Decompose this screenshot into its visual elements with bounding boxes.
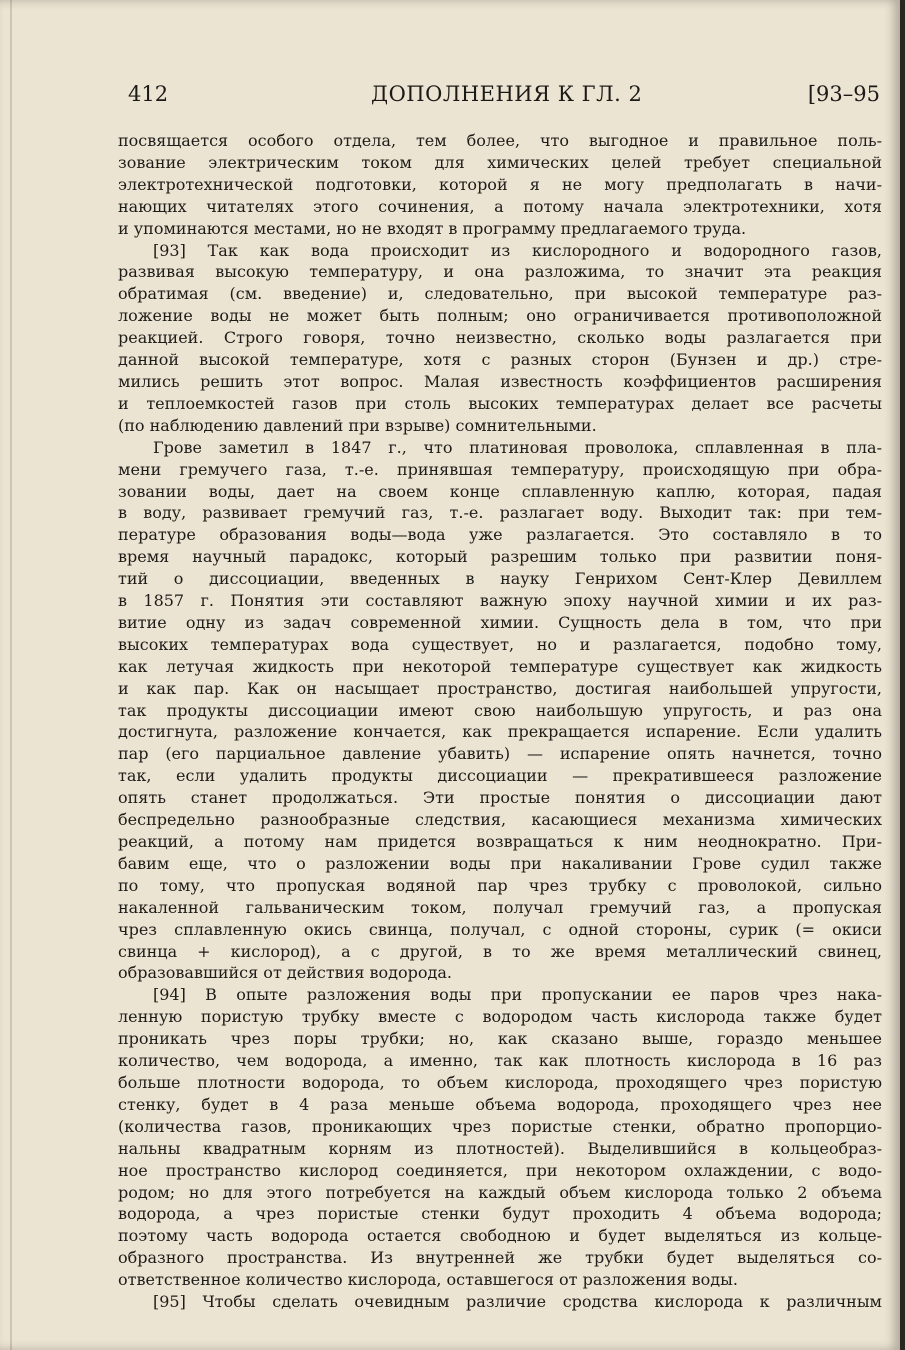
page-number: 412 [128,82,169,106]
text-line: посвящается особого отдела, тем более, что выгодное и правильное поль- [118,131,882,150]
text-line: беспредельно разнообразные следствия, касающиеся механизма химических [118,810,882,830]
text-line: бавим еще, что о разложении воды при накаливании Грове судил также [118,853,882,873]
text-line: свинца + кислород), а с другой, в то же время металлический свинец, [118,941,882,961]
text-line: реакций, а потому нам придется возвращаться к ним неоднократно. При- [118,832,882,851]
text-line: ложение воды не может быть полным; оно ограничивается противоположной [118,306,882,326]
text-line: обратимая (см. введение) и, следовательно, при высокой температуре раз- [118,284,882,304]
text-line: ленную пористую трубку вместе с водородом часть кислорода также будет [118,1007,882,1027]
text-line: ное пространство кислород соединяется, при некотором охлаждении, с водо- [118,1160,882,1180]
text-line: опять станет продолжаться. Эти простые понятия о диссоциации дают [118,788,882,808]
text-line: проникать чрез поры трубки; но, как сказано выше, гораздо меньшее [118,1029,882,1049]
text-line: больше плотности водорода, то объем кислорода, проходящего чрез пористую [118,1072,882,1092]
text-line: электротехнической подготовки, которой я не могу предполагать в начи- [118,174,882,194]
paragraph-94 [118,984,882,1291]
text-line: пературе образования воды—вода уже разлагается. Это составляло в то [118,525,882,545]
text-line: образного пространства. Из внутренней же трубки будет выделяться со- [118,1248,882,1268]
text-line: мились решить этот вопрос. Малая известность коэффициентов расширения [118,371,882,391]
running-header [128,82,880,112]
text-line: водорода, а чрез пористые стенки будут проходить 4 объема водорода; [118,1204,882,1224]
text-line: и упоминаются местами, но не входят в программу предлагаемого труда. [118,218,747,238]
text-line: так, если удалить продукты диссоциации — прекратившееся разложение [118,766,882,786]
text-line: нальны квадратным корням из плотностей). Выделившийся в кольцеобраз- [118,1138,882,1158]
text-line: (количества газов, проникающих чрез пористые стенки, обратно пропорцио- [118,1116,882,1136]
text-line: [94] В опыте разложения воды при пропускании ее паров чрез нака- [153,985,882,1005]
text-line: и теплоемкостей газов при столь высоких температурах делает все расчеты [118,393,882,413]
paragraph-grove [118,437,882,985]
text-line: как летучая жидкость при некоторой температуре существует как жидкость [118,656,882,676]
text-line: так продукты диссоциации имеют свою наибольшую упругость, и раз она [118,700,882,720]
text-line: время научный парадокс, который разрешим только при развитии поня- [118,547,882,567]
text-line: [93] Так как вода происходит из кислородного и водородного газов, [153,240,882,260]
page-fold-line [10,0,12,1350]
text-line: поэтому часть водорода остается свободною и будет выделяться из кольце- [118,1226,882,1246]
text-line: по тому, что пропуская водяной пар чрез трубку с проволокой, сильно [118,875,882,895]
text-line: родом; но для этого потребуется на каждый объем кислорода только 2 объема [118,1182,882,1202]
text-line: пар (его парциальное давление убавить) — испарение опять начнется, точно [118,744,882,764]
text-line: [95] Чтобы сделать очевидным различие сродства кислорода к различным [153,1292,882,1312]
text-line: мени гремучего газа, т.-е. принявшая температуру, происходящую при обра- [118,459,882,479]
text-line: стенку, будет в 4 раза меньше объема водорода, проходящего чрез нее [118,1094,882,1114]
text-line: накаленной гальваническим током, получал гремучий газ, а пропуская [118,897,882,917]
text-line: в воду, развивает гремучий газ, т.-е. разлагает воду. Выходит так: при тем- [118,503,882,523]
text-line: и как пар. Как он насыщает пространство, достигая наибольшей упругости, [118,678,882,698]
text-line: чрез сплавленную окись свинца, получал, с одной стороны, сурик (= окиси [118,919,882,939]
text-line: тий о диссоциации, введенных в науку Генрихом Сент-Клер Девиллем [118,569,882,589]
text-line: количество, чем водорода, а именно, так как плотность кислорода в 16 раз [118,1051,882,1071]
text-line: ответственное количество кислорода, оставшегося от разложения воды. [118,1270,738,1290]
paragraph-93 [118,240,882,437]
text-line: в 1857 г. Понятия эти составляют важную эпоху научной химии и их раз- [118,591,882,611]
text-line: зование электрическим током для химических целей требует специальной [118,152,882,172]
text-line: образовавшийся от действия водорода. [118,963,452,983]
page-edge-shadow [900,0,905,1350]
text-line: реакцией. Строго говоря, точно неизвестно, сколько воды разлагается при [118,328,882,348]
text-line: высоких температурах вода существует, но и разлагается, подобно тому, [118,634,882,654]
text-line: нающих читателях этого сочинения, а потому начала электротехники, хотя [118,196,882,216]
text-line: достигнута, разложение кончается, как прекращается испарение. Если удалить [118,722,882,742]
text-line: данной высокой температуре, хотя с разных сторон (Бунзен и др.) стре- [118,350,882,370]
text-line: (по наблюдению давлений при взрыве) сомнительными. [118,415,597,435]
text-line: витие одну из задач современной химии. Сущность дела в том, что при [118,612,882,632]
body-text [118,130,882,1313]
section-range: [93–95 [807,82,880,106]
text-line: Грове заметил в 1847 г., что платиновая проволока, сплавленная в пла- [153,437,882,457]
paragraph-95 [118,1291,882,1313]
text-line: зовании воды, дает на своем конце сплавленную каплю, которая, падая [118,481,882,501]
chapter-title: ДОПОЛНЕНИЯ К ГЛ. 2 [371,82,643,106]
paragraph-continued [118,130,882,240]
text-line: развивая высокую температуру, и она разложима, то значит эта реакция [118,262,882,282]
